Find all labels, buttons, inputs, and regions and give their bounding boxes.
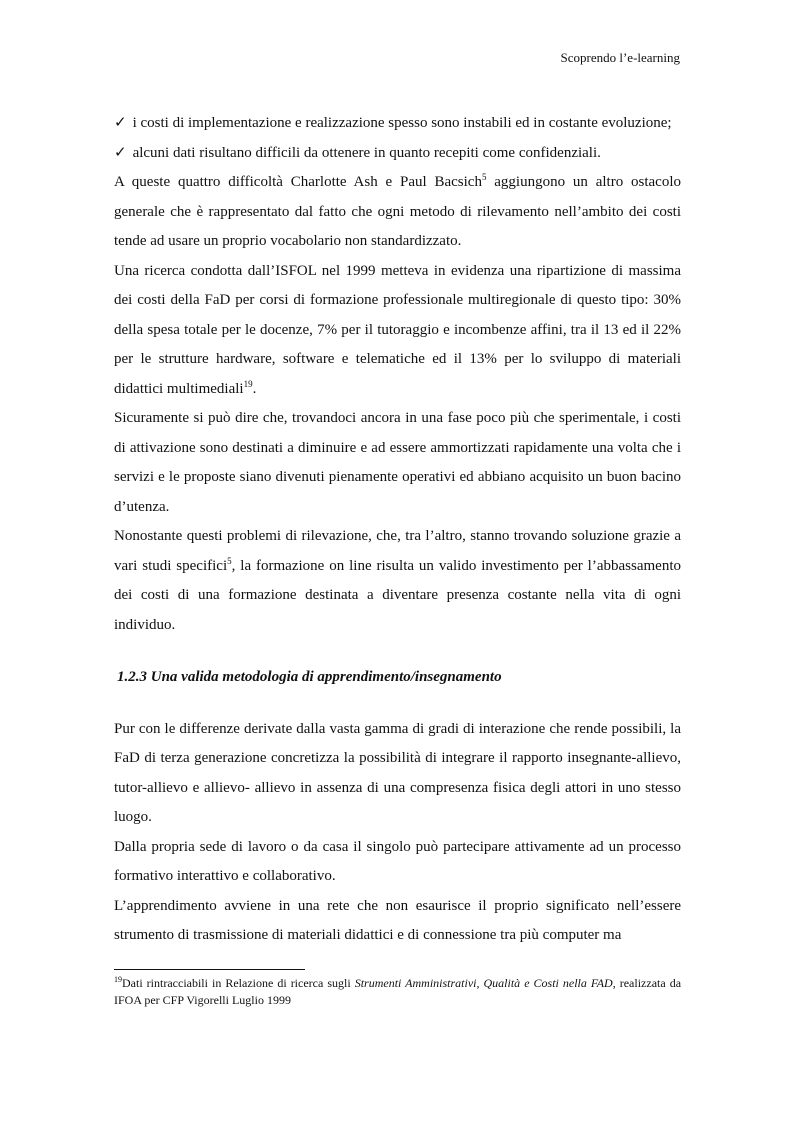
paragraph: A queste quattro difficoltà Charlotte Ash e Paul Bacsich$^5$ aggiungono un altro ostacolo generale che è rappresentato dal fatto che ogni metodo di rilevamento nell’ambito dei costi tende ad usare un proprio vocabolario non standardizzato. (114, 172, 681, 249)
paragraph: Pur con le differenze derivate dalla vasta gamma di gradi di interazione che rende possibili, la FaD di terza generazione concretizza la possibilità di integrare il rapporto insegnante-allievo, tutor-allievo e allievo- allievo in assenza di una compresenza fisica degli attori in uno stesso luogo. (114, 720, 681, 825)
footnote-separator (114, 969, 305, 970)
checkmark-icon: ✓ (114, 115, 127, 131)
list-item: ✓ i costi di implementazione e realizzazione spesso sono instabili ed in costante evoluzione; (114, 115, 672, 131)
footnote-italic-title: Strumenti Amministrativi, Qualità e Costi nella FAD (354, 976, 613, 990)
paragraph: Sicuramente si può dire che, trovandoci ancora in una fase poco più che sperimentale, i costi di attivazione sono destinati a diminuire e ad essere ammortizzati rapidamente una volta che i servizi e le proposte siano divenuti pienamente operativi ed abbiano acquisito un buon bacino d’utenza. (114, 410, 681, 515)
paragraph: L’apprendimento avviene in una rete che non esaurisce il proprio significato nell’essere strumento di trasmissione di materiali didattici e di connessione tra più computer ma (114, 897, 681, 943)
body-text (114, 109, 681, 951)
running-header: Scoprendo l’e-learning (560, 50, 680, 65)
paragraph: Nonostante questi problemi di rilevazione, che, tra l’altro, stanno trovando soluzione grazie a vari studi specifici$^5$, la formazione on line risulta un valido investimento per l’abbassamento dei costi di una formazione destinata a diventare presenza costante nella vita di ogni individuo. (114, 528, 681, 633)
paragraph: Dalla propria sede di lavoro o da casa il singolo può partecipare attivamente ad un processo formativo interattivo e collaborativo. (114, 838, 681, 884)
paragraph: Una ricerca condotta dall’ISFOL nel 1999 metteva in evidenza una ripartizione di massima dei costi della FaD per corsi di formazione professionale multiregionale di questo tipo: 30% della spesa totale per le docenze, 7% per il tutoraggio e incombenze affini, tra il 13 ed il 22% per le strutture hardware, software e telematiche ed il 13% per lo sviluppo di materiali didattici multimediali$^{19}$. (114, 262, 681, 397)
footnote: $^{19}$Dati rintracciabili in Relazione di ricerca sugli Strumenti Amministrativi, Qualità e Costi nella FAD, realizzata da IFOA per CFP Vigorelli Luglio 1999 (114, 975, 682, 1007)
footnote-ref: 5 (481, 172, 487, 182)
footnote-ref: 5 (227, 555, 232, 566)
list-item: ✓ alcuni dati risultano difficili da ottenere in quanto recepiti come confidenziali. (114, 144, 601, 161)
section-heading: 1.2.3 Una valida metodologia di apprendimento/insegnamento (117, 669, 502, 685)
checkmark-icon: ✓ (114, 144, 127, 161)
footnote-number: 19 (114, 975, 122, 984)
footnote-ref: 19 (243, 378, 253, 389)
